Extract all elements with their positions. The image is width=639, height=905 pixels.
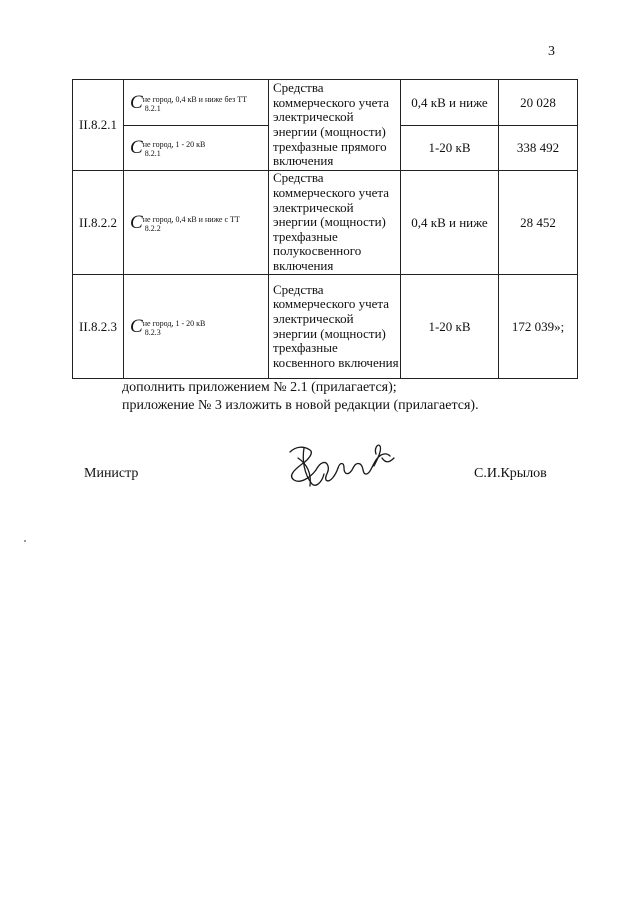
tariff-symbol-sub: 8.2.1 (144, 103, 161, 113)
scan-artifact (24, 540, 26, 542)
tariff-symbol-cell (124, 275, 269, 379)
table-row (73, 80, 578, 126)
row-value: 172 039»; (499, 275, 578, 379)
tariff-symbol-sup: не город, 1 - 20 кВ (142, 140, 206, 149)
amendment-line-2: приложение № 3 изложить в новой редакции (прилагается). (122, 398, 479, 413)
tariff-symbol-cell (124, 171, 269, 275)
row-voltage: 0,4 кВ и ниже (401, 171, 499, 275)
tariff-symbol-sub: 8.2.2 (144, 223, 161, 233)
tariff-symbol: C (130, 137, 143, 158)
row-value: 20 028 (499, 80, 578, 126)
row-description: Средства коммерческого учета электрической энергии (мощности) трехфазные полукосвенного включения (269, 171, 401, 275)
signatory-title: Министр (84, 466, 139, 481)
tariff-symbol: C (130, 211, 143, 233)
tariff-symbol-sub: 8.2.1 (144, 149, 161, 158)
tariff-symbol: C (130, 315, 143, 337)
row-description: Средства коммерческого учета электрической энергии (мощности) трехфазные косвенного включения (269, 275, 401, 379)
row-code: II.8.2.3 (73, 275, 124, 379)
signatory-name: С.И.Крылов (474, 466, 547, 481)
tariff-symbol-sub: 8.2.3 (144, 327, 161, 337)
row-code: II.8.2.2 (73, 171, 124, 275)
tariff-table (72, 79, 578, 379)
tariff-symbol: C (130, 91, 143, 113)
row-code: II.8.2.1 (73, 80, 124, 171)
table-row (73, 275, 578, 379)
row-value: 338 492 (499, 126, 578, 171)
table-row (73, 171, 578, 275)
tariff-symbol-sup: не город, 1 - 20 кВ (142, 318, 206, 328)
row-voltage: 1-20 кВ (401, 126, 499, 171)
tariff-symbol-cell (124, 126, 269, 171)
row-value: 28 452 (499, 171, 578, 275)
tariff-symbol-sup: не город, 0,4 кВ и ниже с ТТ (142, 214, 240, 224)
row-voltage: 1-20 кВ (401, 275, 499, 379)
page-number: 3 (548, 44, 555, 59)
tariff-symbol-sup: не город, 0,4 кВ и ниже без ТТ (142, 94, 248, 104)
tariff-symbol-cell (124, 80, 269, 126)
row-description: Средства коммерческого учета электрической энергии (мощности) трехфазные прямого включения (269, 80, 401, 171)
row-voltage: 0,4 кВ и ниже (401, 80, 499, 126)
handwritten-signature (282, 440, 402, 495)
amendment-line-1: дополнить приложением № 2.1 (прилагается); (122, 380, 397, 395)
